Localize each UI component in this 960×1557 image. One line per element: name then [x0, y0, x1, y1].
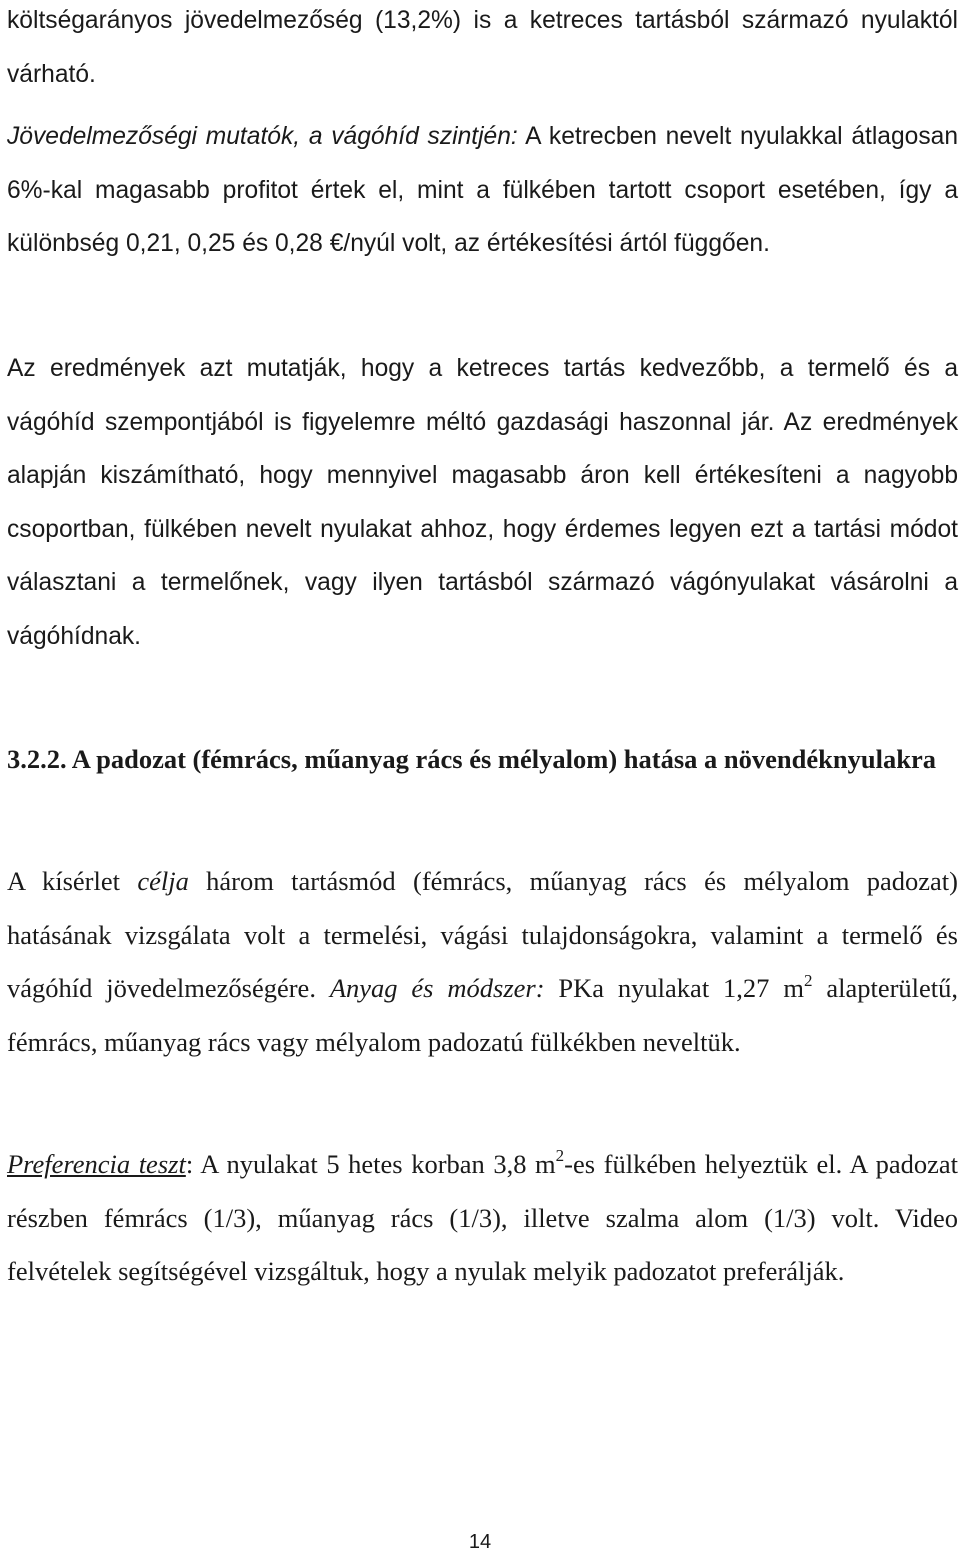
paragraph-slaughterhouse-indicators: [7, 110, 958, 271]
text-run: -es fülkében helyeztük el. A padozat részben fémrács (1/3), műanyag rács (1/3), illetve szalma alom (1/3) volt. Video felvételek segítségével vizsgáltuk, hogy a nyulak melyik padozatot preferálják.: [7, 1149, 959, 1287]
paragraph-body-text: A ketrecben nevelt nyulakkal átlagosan 6%-kal magasabb profitot értek el, mint a fülkében tartott csoport esetében, így a különbség 0,21, 0,25 és 0,28 €/nyúl volt, az értékesítési ártól függően.: [7, 123, 958, 257]
page-number: 14: [468, 1531, 492, 1553]
text-run: három tartásmód (fémrács, műanyag rács és mélyalom padozat) hatásának vizsgálata volt a termelési, vágási tulajdonságokra, valamint a termelő és vágóhíd jövedelmezőségére.: [7, 866, 958, 1004]
paragraph-experiment-aim: [7, 855, 958, 1070]
text-run: A kísérlet: [7, 866, 138, 896]
text-run: : A nyulakat 5 hetes korban 3,8 m: [185, 1149, 556, 1179]
superscript: 2: [803, 970, 813, 990]
paragraph-preference-test: [7, 1138, 958, 1299]
text-run-italic: Anyag és módszer:: [329, 973, 545, 1004]
text-run-italic: célja: [137, 866, 189, 896]
section-heading: 3.2.2. A padozat (fémrács, műanyag rács és mélyalom) hatása a növendéknyulakra: [7, 744, 936, 774]
paragraph-profitability-summary: költségarányos jövedelmezőség (13,2%) is a ketreces tartásból származó nyulaktól várható.: [7, 7, 958, 88]
superscript: 2: [555, 1146, 565, 1166]
text-run: PKa nyulakat 1,27 m: [544, 973, 804, 1004]
text-run-italic-underlined: Preferencia teszt: [7, 1149, 186, 1179]
paragraph-results: Az eredmények azt mutatják, hogy a ketreces tartás kedvezőbb, a termelő és a vágóhíd szempontjából is figyelemre méltó gazdasági haszonnal jár. Az eredmények alapján kiszámítható, hogy mennyivel magasabb áron kell értékesíteni a nagyobb csoportban, fülkében nevelt nyulakat ahhoz, hogy érdemes legyen ezt a tartási módot választani a termelőnek, vagy ilyen tartásból származó vágónyulakat vásárolni a vágóhídnak.: [7, 355, 958, 650]
paragraph-label-italic: Jövedelmezőségi mutatók, a vágóhíd szintjén:: [7, 123, 518, 150]
text-run: alapterületű, fémrács, műanyag rács vagy mélyalom padozatú fülkékben neveltük.: [7, 973, 959, 1058]
